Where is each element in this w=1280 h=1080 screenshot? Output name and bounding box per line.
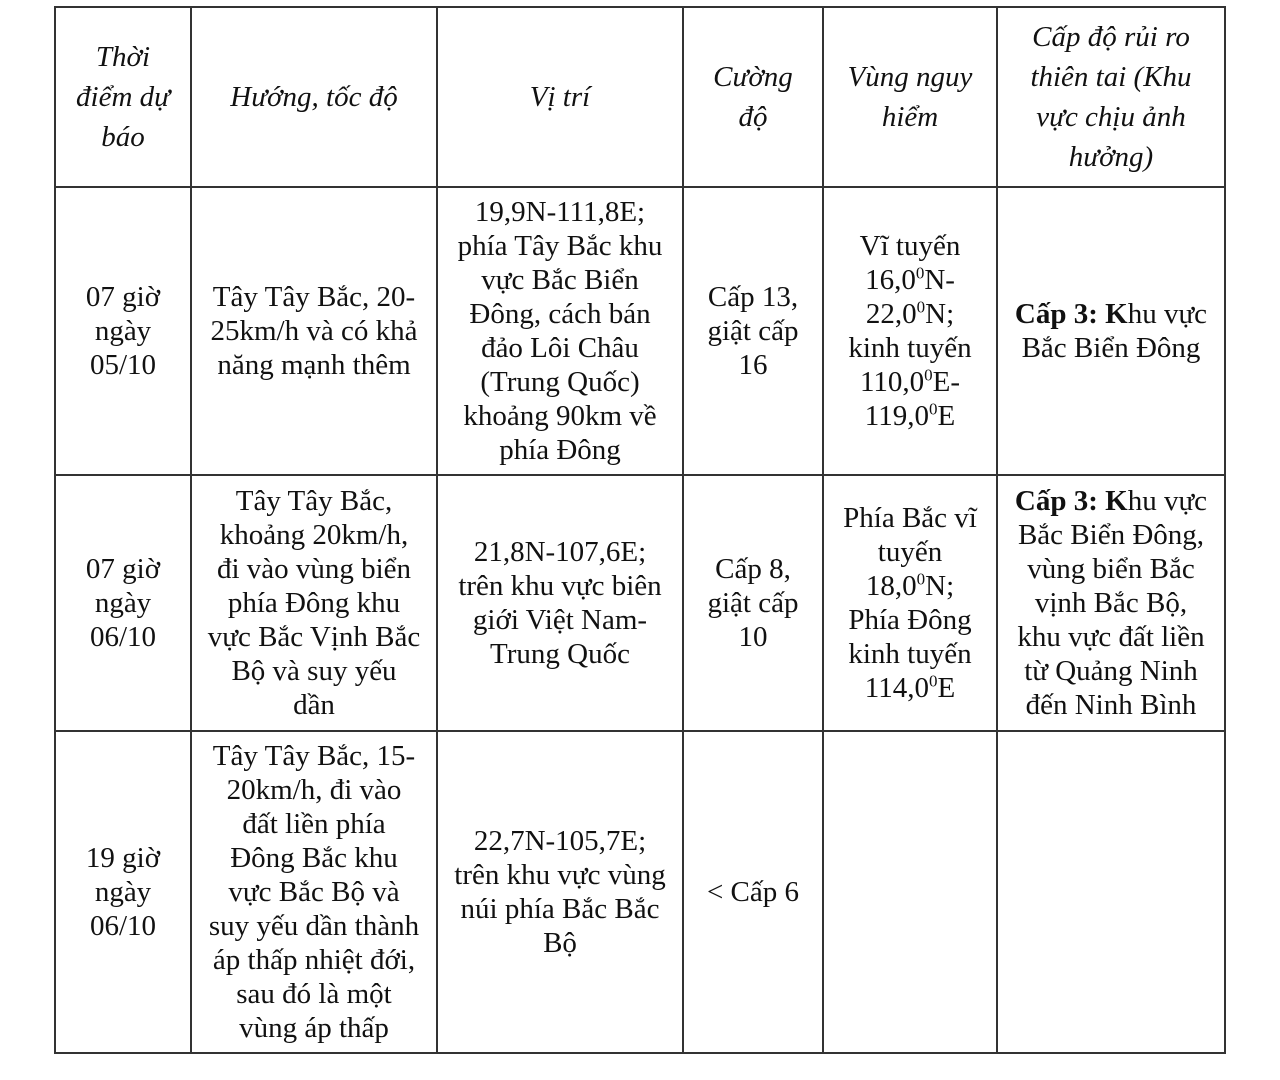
table-row (55, 187, 1225, 475)
cell-risk-level: Cấp 3: Khu vực Bắc Biển Đông, vùng biển Bắc vịnh Bắc Bộ, khu vực đất liền từ Quảng Ninh đến Ninh Bình (997, 475, 1225, 731)
cell-risk-level: Cấp 3: Khu vực Bắc Biển Đông (997, 187, 1225, 475)
cell-time: 07 giờ ngày 06/10 (55, 475, 191, 731)
header-risk-level: Cấp độ rủi ro thiên tai (Khu vực chịu ảnh hưởng) (997, 7, 1225, 187)
cell-intensity: < Cấp 6 (683, 731, 823, 1053)
cell-direction: Tây Tây Bắc, 15- 20km/h, đi vào đất liền phía Đông Bắc khu vực Bắc Bộ và suy yếu dần thành áp thấp nhiệt đới, sau đó là một vùng áp thấp (191, 731, 437, 1053)
cell-time: 19 giờ ngày 06/10 (55, 731, 191, 1053)
cell-time: 07 giờ ngày 05/10 (55, 187, 191, 475)
cell-danger-zone: Vĩ tuyến 16,0$^0$N- 22,0$^0$N; kinh tuyến 110,0$^0$E- 119,0$^0$E (823, 187, 997, 475)
cell-danger-zone (823, 731, 997, 1053)
table-row (55, 475, 1225, 731)
cell-direction: Tây Tây Bắc, 20- 25km/h và có khả năng mạnh thêm (191, 187, 437, 475)
header-danger-zone: Vùng nguy hiểm (823, 7, 997, 187)
header-forecast-time: Thời điểm dự báo (55, 7, 191, 187)
cell-direction: Tây Tây Bắc, khoảng 20km/h, đi vào vùng biển phía Đông khu vực Bắc Vịnh Bắc Bộ và suy yếu dần (191, 475, 437, 731)
table-row (55, 731, 1225, 1053)
header-position: Vị trí (437, 7, 683, 187)
cell-position: 21,8N-107,6E; trên khu vực biên giới Việt Nam- Trung Quốc (437, 475, 683, 731)
cell-position: 19,9N-111,8E; phía Tây Bắc khu vực Bắc Biển Đông, cách bán đảo Lôi Châu (Trung Quốc) khoảng 90km về phía Đông (437, 187, 683, 475)
cell-position: 22,7N-105,7E; trên khu vực vùng núi phía Bắc Bắc Bộ (437, 731, 683, 1053)
header-direction-speed: Hướng, tốc độ (191, 7, 437, 187)
header-row (55, 7, 1225, 187)
forecast-table (54, 6, 1226, 1054)
header-intensity: Cường độ (683, 7, 823, 187)
cell-danger-zone: Phía Bắc vĩ tuyến 18,0$^0$N; Phía Đông kinh tuyến 114,0$^0$E (823, 475, 997, 731)
cell-intensity: Cấp 13, giật cấp 16 (683, 187, 823, 475)
cell-risk-level (997, 731, 1225, 1053)
cell-intensity: Cấp 8, giật cấp 10 (683, 475, 823, 731)
